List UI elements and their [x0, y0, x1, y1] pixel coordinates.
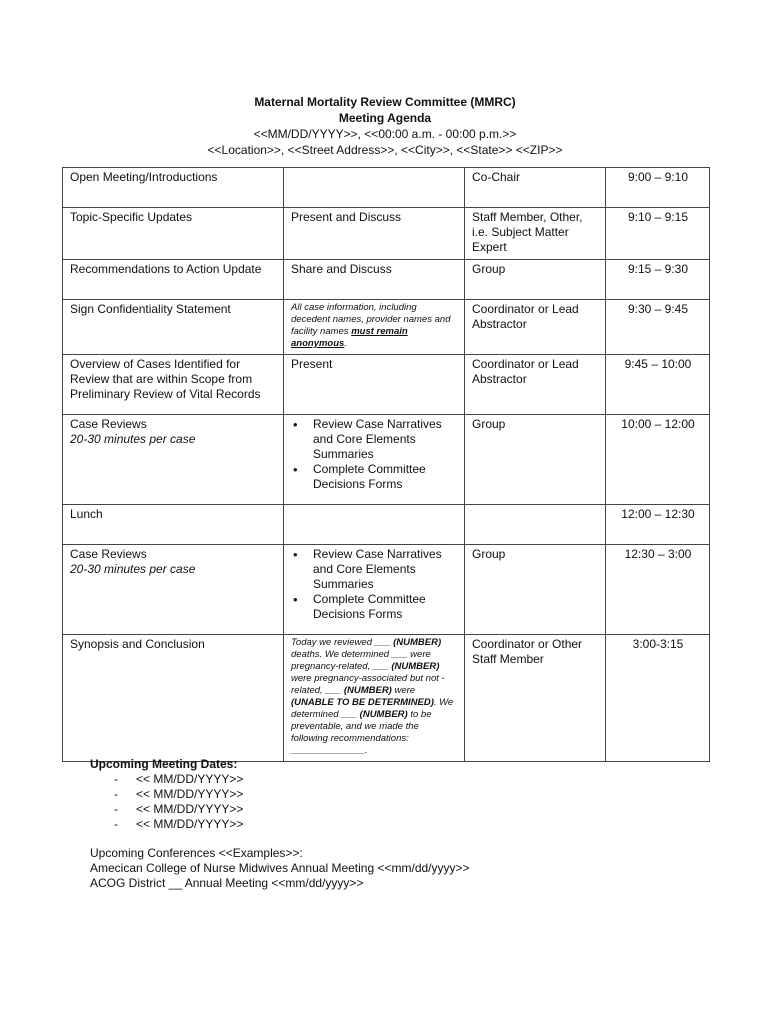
bullet-list — [291, 417, 458, 492]
agenda-item: Case Reviews 20-30 minutes per case — [63, 415, 284, 505]
agenda-item: Recommendations to Action Update — [63, 260, 284, 300]
list-item: • Review Case Narratives and Core Elements Summaries — [291, 417, 458, 462]
upcoming-title: Upcoming Meeting Dates: — [90, 757, 238, 771]
agenda-time: 12:00 – 12:30 — [606, 505, 710, 545]
agenda-time: 9:30 – 9:45 — [606, 300, 710, 355]
agenda-time: 9:15 – 9:30 — [606, 260, 710, 300]
agenda-action — [284, 635, 465, 762]
agenda-action: Present and Discuss — [284, 208, 465, 260]
agenda-time: 12:30 – 3:00 — [606, 545, 710, 635]
agenda-lead: Co-Chair — [465, 168, 606, 208]
agenda-item: Lunch — [63, 505, 284, 545]
list-item: • Complete Committee Decisions Forms — [291, 592, 458, 622]
agenda-action — [284, 168, 465, 208]
agenda-time: 10:00 – 12:00 — [606, 415, 710, 505]
agenda-lead — [465, 505, 606, 545]
table-row — [63, 545, 710, 635]
table-row — [63, 355, 710, 415]
document-header — [0, 94, 770, 158]
agenda-time: 9:45 – 10:00 — [606, 355, 710, 415]
agenda-action — [284, 415, 465, 505]
table-row — [63, 415, 710, 505]
list-item: • Review Case Narratives and Core Elements Summaries — [291, 547, 458, 592]
agenda-action — [284, 545, 465, 635]
agenda-action: Share and Discuss — [284, 260, 465, 300]
agenda-lead: Coordinator or Lead Abstractor — [465, 300, 606, 355]
agenda-item: Topic-Specific Updates — [63, 208, 284, 260]
upcoming-dates-list — [90, 772, 243, 832]
item-note: 20-30 minutes per case — [70, 562, 196, 576]
document-title: Maternal Mortality Review Committee (MMRC) — [254, 95, 516, 109]
synopsis-text: Today we reviewed ___ (NUMBER) deaths. We determined ___ were pregnancy-related, ___ (NUMBER) were pregnancy-associated but not -related, ___ (NUMBER) were (UNABLE TO BE DETERMINED). We determined ___ (NUMBER) to be preventable, and we made the following recommendations: ______________. — [291, 637, 454, 756]
list-item: - << MM/DD/YYYY>> — [90, 817, 243, 832]
table-row — [63, 260, 710, 300]
list-item: - << MM/DD/YYYY>> — [90, 787, 243, 802]
agenda-time: 9:00 – 9:10 — [606, 168, 710, 208]
agenda-time: 3:00-3:15 — [606, 635, 710, 762]
agenda-item: Open Meeting/Introductions — [63, 168, 284, 208]
table-row — [63, 505, 710, 545]
list-item: Amecican College of Nurse Midwives Annual Meeting <<mm/dd/yyyy>> — [90, 861, 470, 875]
agenda-lead: Coordinator or Lead Abstractor — [465, 355, 606, 415]
confidentiality-note: All case information, including decedent names, provider names and facility names must remain anonymous. — [291, 302, 451, 349]
upcoming-meetings — [90, 757, 243, 832]
agenda-lead: Group — [465, 260, 606, 300]
agenda-item: Synopsis and Conclusion — [63, 635, 284, 762]
list-item: ACOG District __ Annual Meeting <<mm/dd/yyyy>> — [90, 876, 364, 890]
bullet-list — [291, 547, 458, 622]
agenda-action: Present — [284, 355, 465, 415]
agenda-table — [62, 167, 710, 762]
agenda-item: Sign Confidentiality Statement — [63, 300, 284, 355]
anonymous-emphasis: must remain anonymous — [291, 326, 408, 349]
list-item: - << MM/DD/YYYY>> — [90, 772, 243, 787]
list-item: • Complete Committee Decisions Forms — [291, 462, 458, 492]
agenda-lead: Group — [465, 545, 606, 635]
upcoming-conferences — [90, 846, 470, 891]
agenda-action — [284, 300, 465, 355]
item-note: 20-30 minutes per case — [70, 432, 196, 446]
agenda-time: 9:10 – 9:15 — [606, 208, 710, 260]
agenda-action — [284, 505, 465, 545]
table-row — [63, 208, 710, 260]
table-row — [63, 300, 710, 355]
list-item: - << MM/DD/YYYY>> — [90, 802, 243, 817]
agenda-item: Overview of Cases Identified for Review that are within Scope from Preliminary Review of Vital Records — [63, 355, 284, 415]
agenda-item: Case Reviews 20-30 minutes per case — [63, 545, 284, 635]
meeting-location: <<Location>>, <<Street Address>>, <<City>>, <<State>> <<ZIP>> — [207, 143, 563, 157]
agenda-lead: Group — [465, 415, 606, 505]
conferences-intro: Upcoming Conferences <<Examples>>: — [90, 846, 303, 860]
document-subtitle: Meeting Agenda — [338, 111, 432, 125]
table-row — [63, 635, 710, 762]
meeting-datetime: <<MM/DD/YYYY>>, <<00:00 a.m. - 00:00 p.m.>> — [253, 127, 517, 141]
agenda-lead: Staff Member, Other, i.e. Subject Matter Expert — [465, 208, 606, 260]
agenda-lead: Coordinator or Other Staff Member — [465, 635, 606, 762]
table-row — [63, 168, 710, 208]
